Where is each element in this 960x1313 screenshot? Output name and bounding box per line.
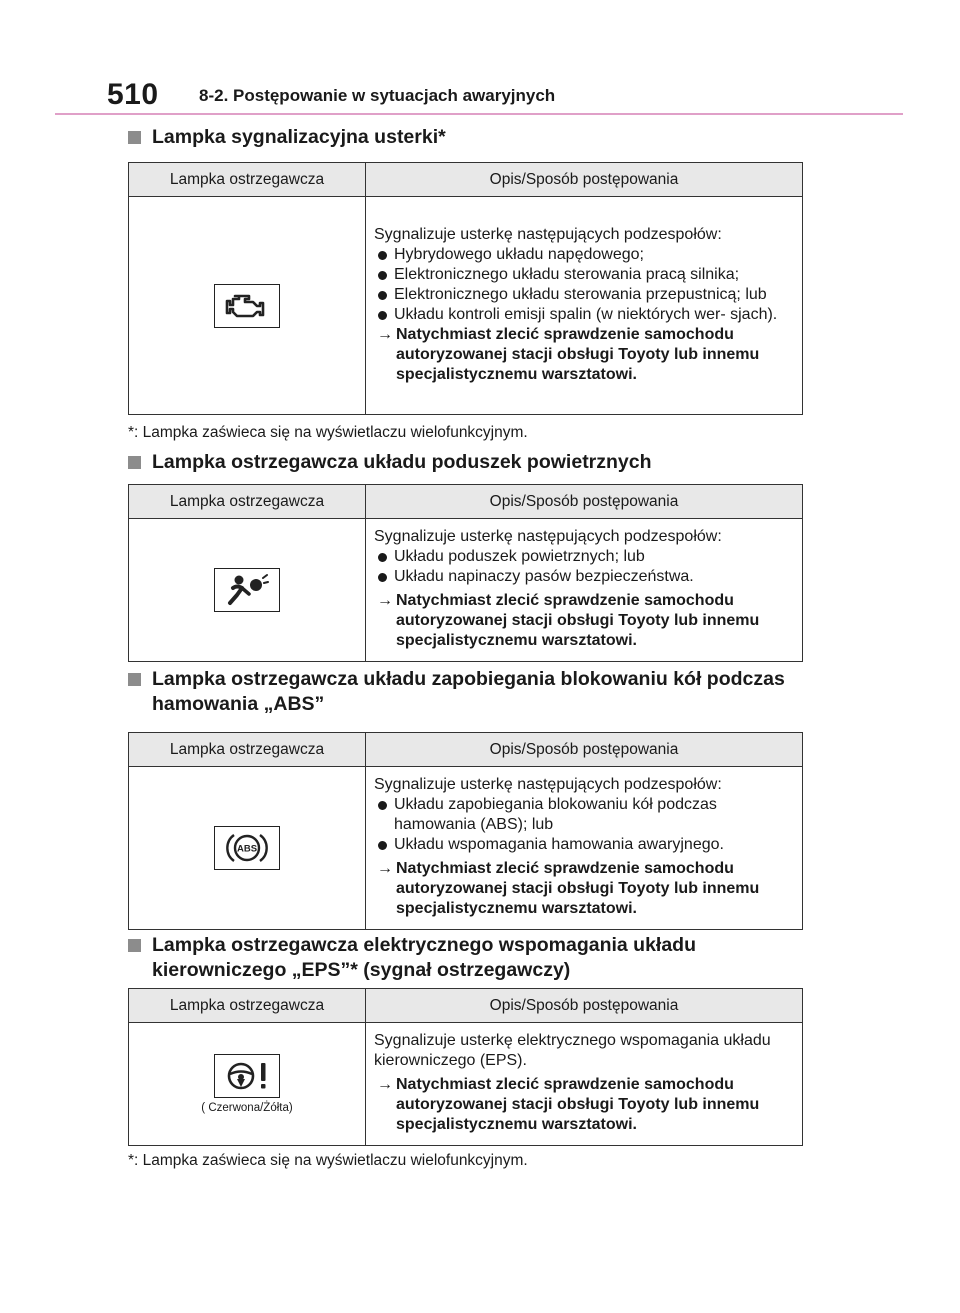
header-rule [55, 113, 903, 115]
icon-cell [129, 767, 366, 930]
table-header-lamp: Lampka ostrzegawcza [129, 485, 366, 519]
arrow-icon: → [377, 860, 393, 877]
arrow-icon: → [377, 1076, 393, 1093]
icon-cell [129, 1023, 366, 1146]
list-item: Układu kontroli emisji spalin (w niektórych wer- sjach). [374, 305, 798, 325]
action-instruction: → Natychmiast zlecić sprawdzenie samochodu autoryzowanej stacji obsługi Toyoty lub innemu specjalistycznemu warsztatowi. [377, 860, 760, 917]
icon-cell [129, 519, 366, 662]
section-malfunction-lamp [128, 125, 803, 415]
description-cell [366, 197, 803, 415]
section-eps-lamp [128, 933, 803, 1146]
warning-table [128, 988, 803, 1146]
table-header-lamp: Lampka ostrzegawcza [129, 733, 366, 767]
page-header [107, 78, 903, 118]
description-intro: Sygnalizuje usterkę elektrycznego wspomagania układu kierowniczego (EPS). [374, 1032, 771, 1069]
description-cell [366, 519, 803, 662]
action-instruction: → Natychmiast zlecić sprawdzenie samochodu autoryzowanej stacji obsługi Toyoty lub innemu specjalistycznemu warsztatowi. [377, 325, 760, 383]
page-number: 510 [107, 78, 159, 111]
description-intro: Sygnalizuje usterkę następujących podzespołów: [374, 225, 722, 243]
action-instruction: → Natychmiast zlecić sprawdzenie samochodu autoryzowanej stacji obsługi Toyoty lub innemu specjalistycznemu warsztatowi. [377, 1076, 760, 1133]
section-airbag-lamp [128, 450, 803, 662]
square-bullet-icon [128, 673, 141, 686]
abs-icon-text: ABS [236, 843, 258, 855]
engine-check-icon [214, 284, 280, 328]
section-heading: Lampka ostrzegawcza elektrycznego wspomagania układu kierowniczego „EPS”* (sygnał ostrzegawczy) [128, 933, 803, 983]
list-item: Elektronicznego układu sterowania pracą silnika; [374, 265, 798, 285]
chapter-title: 8-2. Postępowanie w sytuacjach awaryjnych [199, 86, 556, 105]
section-heading: Lampka ostrzegawcza układu zapobiegania blokowaniu kół podczas hamowania „ABS” [128, 667, 803, 717]
section-heading: Lampka sygnalizacyjna usterki* [128, 125, 803, 150]
list-item: Elektronicznego układu sterowania przepustnicą; lub [374, 285, 798, 305]
description-intro: Sygnalizuje usterkę następujących podzespołów: [374, 528, 722, 545]
table-header-lamp: Lampka ostrzegawcza [129, 989, 366, 1023]
list-item: Hybrydowego układu napędowego; [374, 245, 798, 265]
steering-wheel-warning-icon [214, 1054, 280, 1098]
arrow-icon: → [377, 325, 393, 343]
warning-table [128, 732, 803, 930]
action-instruction: → Natychmiast zlecić sprawdzenie samochodu autoryzowanej stacji obsługi Toyoty lub innemu specjalistycznemu warsztatowi. [377, 592, 760, 649]
footnote: *: Lampka zaświeca się na wyświetlaczu wielofunkcyjnym. [128, 1152, 528, 1169]
list-item: Układu zapobiegania blokowaniu kół podczas hamowania (ABS); lub [374, 795, 798, 835]
square-bullet-icon [128, 456, 141, 469]
table-header-description: Opis/Sposób postępowania [366, 989, 803, 1023]
section-heading: Lampka ostrzegawcza układu poduszek powietrznych [128, 450, 803, 475]
icon-caption: ( Czerwona/Żółta) [201, 1102, 293, 1114]
table-header-description: Opis/Sposób postępowania [366, 485, 803, 519]
table-header-lamp: Lampka ostrzegawcza [129, 163, 366, 197]
description-intro: Sygnalizuje usterkę następujących podzespołów: [374, 776, 722, 793]
list-item: Układu wspomagania hamowania awaryjnego. [374, 835, 798, 855]
airbag-icon [214, 568, 280, 612]
icon-cell [129, 197, 366, 415]
warning-table [128, 162, 803, 415]
footnote: *: Lampka zaświeca się na wyświetlaczu wielofunkcyjnym. [128, 424, 528, 441]
list-item: Układu poduszek powietrznych; lub [374, 547, 798, 567]
list-item: Układu napinaczy pasów bezpieczeństwa. [374, 567, 798, 587]
square-bullet-icon [128, 131, 141, 144]
square-bullet-icon [128, 939, 141, 952]
description-cell [366, 1023, 803, 1146]
description-cell [366, 767, 803, 930]
section-abs-lamp [128, 667, 803, 930]
abs-icon [214, 826, 280, 870]
table-header-description: Opis/Sposób postępowania [366, 163, 803, 197]
arrow-icon: → [377, 592, 393, 609]
table-header-description: Opis/Sposób postępowania [366, 733, 803, 767]
warning-table [128, 484, 803, 662]
